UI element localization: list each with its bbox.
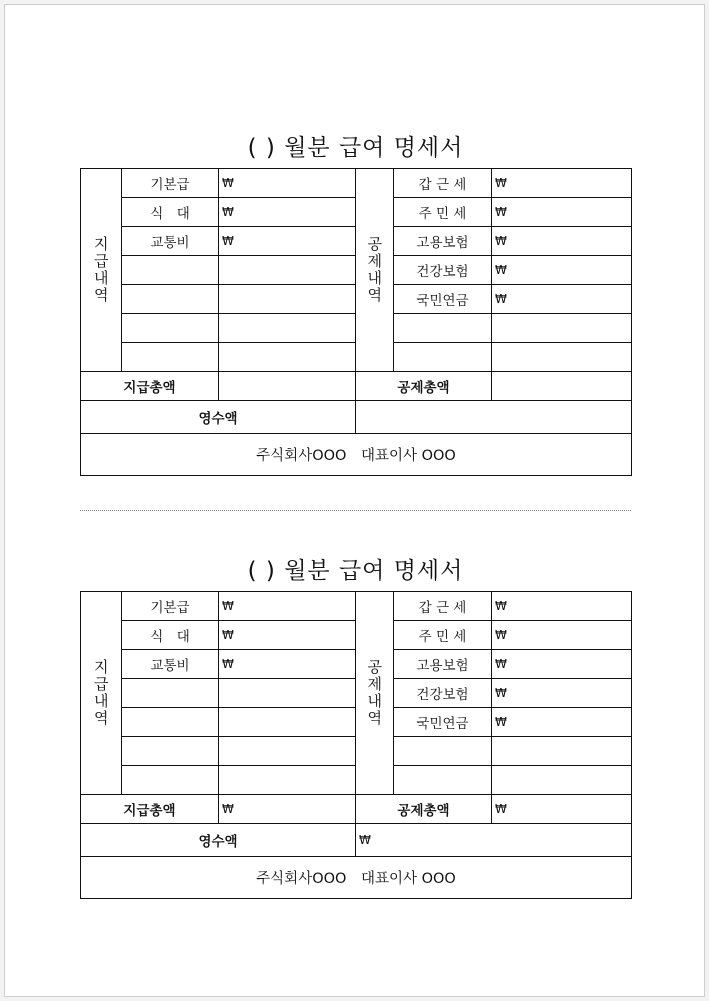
net-row: [81, 824, 632, 857]
net-amount-value[interactable]: ₩: [356, 824, 632, 857]
payment-item-amount[interactable]: ₩: [219, 227, 356, 256]
payment-item-amount[interactable]: [219, 708, 356, 737]
deduction-section-label: 공제내역: [356, 592, 394, 795]
deduction-total-amount[interactable]: ₩: [492, 795, 632, 824]
totals-row: [81, 795, 632, 824]
deduction-total-label: 공제총액: [356, 372, 492, 401]
payment-item-amount[interactable]: [219, 737, 356, 766]
totals-row: [81, 372, 632, 401]
payment-item-amount[interactable]: ₩: [219, 169, 356, 198]
deduction-item-label: 주 민 세: [394, 198, 492, 227]
deduction-item-label: 국민연금: [394, 285, 492, 314]
payment-total-amount[interactable]: ₩: [219, 795, 356, 824]
deduction-section-label: 공제내역: [356, 169, 394, 372]
slip-1-title: ( ) 월분 급여 명세서: [247, 135, 464, 161]
deduction-item-label: 고용보험: [394, 227, 492, 256]
payment-item-label: 기본급: [122, 592, 219, 621]
deduction-item-amount[interactable]: [492, 737, 632, 766]
payment-item-amount[interactable]: [219, 766, 356, 795]
payment-item-label: [122, 343, 219, 372]
deduction-item-amount[interactable]: ₩: [492, 227, 632, 256]
deduction-item-amount[interactable]: ₩: [492, 285, 632, 314]
payment-item-amount[interactable]: [219, 256, 356, 285]
payment-item-label: [122, 708, 219, 737]
deduction-item-amount[interactable]: ₩: [492, 621, 632, 650]
deduction-item-label: 건강보험: [394, 679, 492, 708]
deduction-item-amount[interactable]: [492, 343, 632, 372]
deduction-item-label: [394, 343, 492, 372]
deduction-item-label: 건강보험: [394, 256, 492, 285]
net-amount-label: 영수액: [81, 401, 356, 434]
deduction-item-amount[interactable]: ₩: [492, 169, 632, 198]
deduction-total-amount[interactable]: [492, 372, 632, 401]
payment-item-label: [122, 737, 219, 766]
payment-section-label: 지급내역: [81, 592, 122, 795]
payment-total-amount[interactable]: [219, 372, 356, 401]
payment-item-label: [122, 314, 219, 343]
deduction-total-label: 공제총액: [356, 795, 492, 824]
deduction-item-amount[interactable]: [492, 766, 632, 795]
payment-item-amount[interactable]: ₩: [219, 621, 356, 650]
deduction-item-amount[interactable]: ₩: [492, 592, 632, 621]
net-amount-label: 영수액: [81, 824, 356, 857]
payment-item-label: 식 대: [122, 621, 219, 650]
deduction-item-amount[interactable]: ₩: [492, 198, 632, 227]
deduction-item-label: 갑 근 세: [394, 169, 492, 198]
company-signature: 주식회사OOO 대표이사 OOO: [81, 857, 632, 899]
payment-total-label: 지급총액: [81, 372, 219, 401]
deduction-item-label: [394, 766, 492, 795]
deduction-item-label: 갑 근 세: [394, 592, 492, 621]
slip-2-title: ( ) 월분 급여 명세서: [247, 558, 464, 584]
payment-item-amount[interactable]: [219, 314, 356, 343]
deduction-item-amount[interactable]: ₩: [492, 650, 632, 679]
deduction-item-amount[interactable]: ₩: [492, 256, 632, 285]
deduction-item-amount[interactable]: ₩: [492, 679, 632, 708]
payment-item-label: [122, 679, 219, 708]
payment-item-amount[interactable]: ₩: [219, 592, 356, 621]
table-row: [81, 592, 632, 621]
net-row: [81, 401, 632, 434]
slip-1-table: [80, 168, 632, 476]
deduction-item-amount[interactable]: ₩: [492, 708, 632, 737]
payment-item-amount[interactable]: [219, 343, 356, 372]
payment-total-label: 지급총액: [81, 795, 219, 824]
payment-item-label: 기본급: [122, 169, 219, 198]
deduction-item-label: 국민연금: [394, 708, 492, 737]
net-amount-value[interactable]: [356, 401, 632, 434]
payment-item-label: [122, 285, 219, 314]
deduction-item-label: [394, 737, 492, 766]
deduction-item-amount[interactable]: [492, 314, 632, 343]
payment-item-amount[interactable]: [219, 285, 356, 314]
payment-section-label: 지급내역: [81, 169, 122, 372]
payment-item-label: [122, 766, 219, 795]
table-row: [81, 169, 632, 198]
payment-item-amount[interactable]: [219, 679, 356, 708]
signature-row: [81, 434, 632, 476]
signature-row: [81, 857, 632, 899]
payment-item-label: [122, 256, 219, 285]
payment-item-amount[interactable]: ₩: [219, 198, 356, 227]
payment-item-label: 교통비: [122, 650, 219, 679]
deduction-item-label: 주 민 세: [394, 621, 492, 650]
company-signature: 주식회사OOO 대표이사 OOO: [81, 434, 632, 476]
payment-item-label: 교통비: [122, 227, 219, 256]
payment-item-label: 식 대: [122, 198, 219, 227]
document-page: [4, 4, 705, 997]
cut-line-divider: [80, 510, 631, 511]
slip-2-table: [80, 591, 632, 899]
deduction-item-label: 고용보험: [394, 650, 492, 679]
payment-item-amount[interactable]: ₩: [219, 650, 356, 679]
deduction-item-label: [394, 314, 492, 343]
